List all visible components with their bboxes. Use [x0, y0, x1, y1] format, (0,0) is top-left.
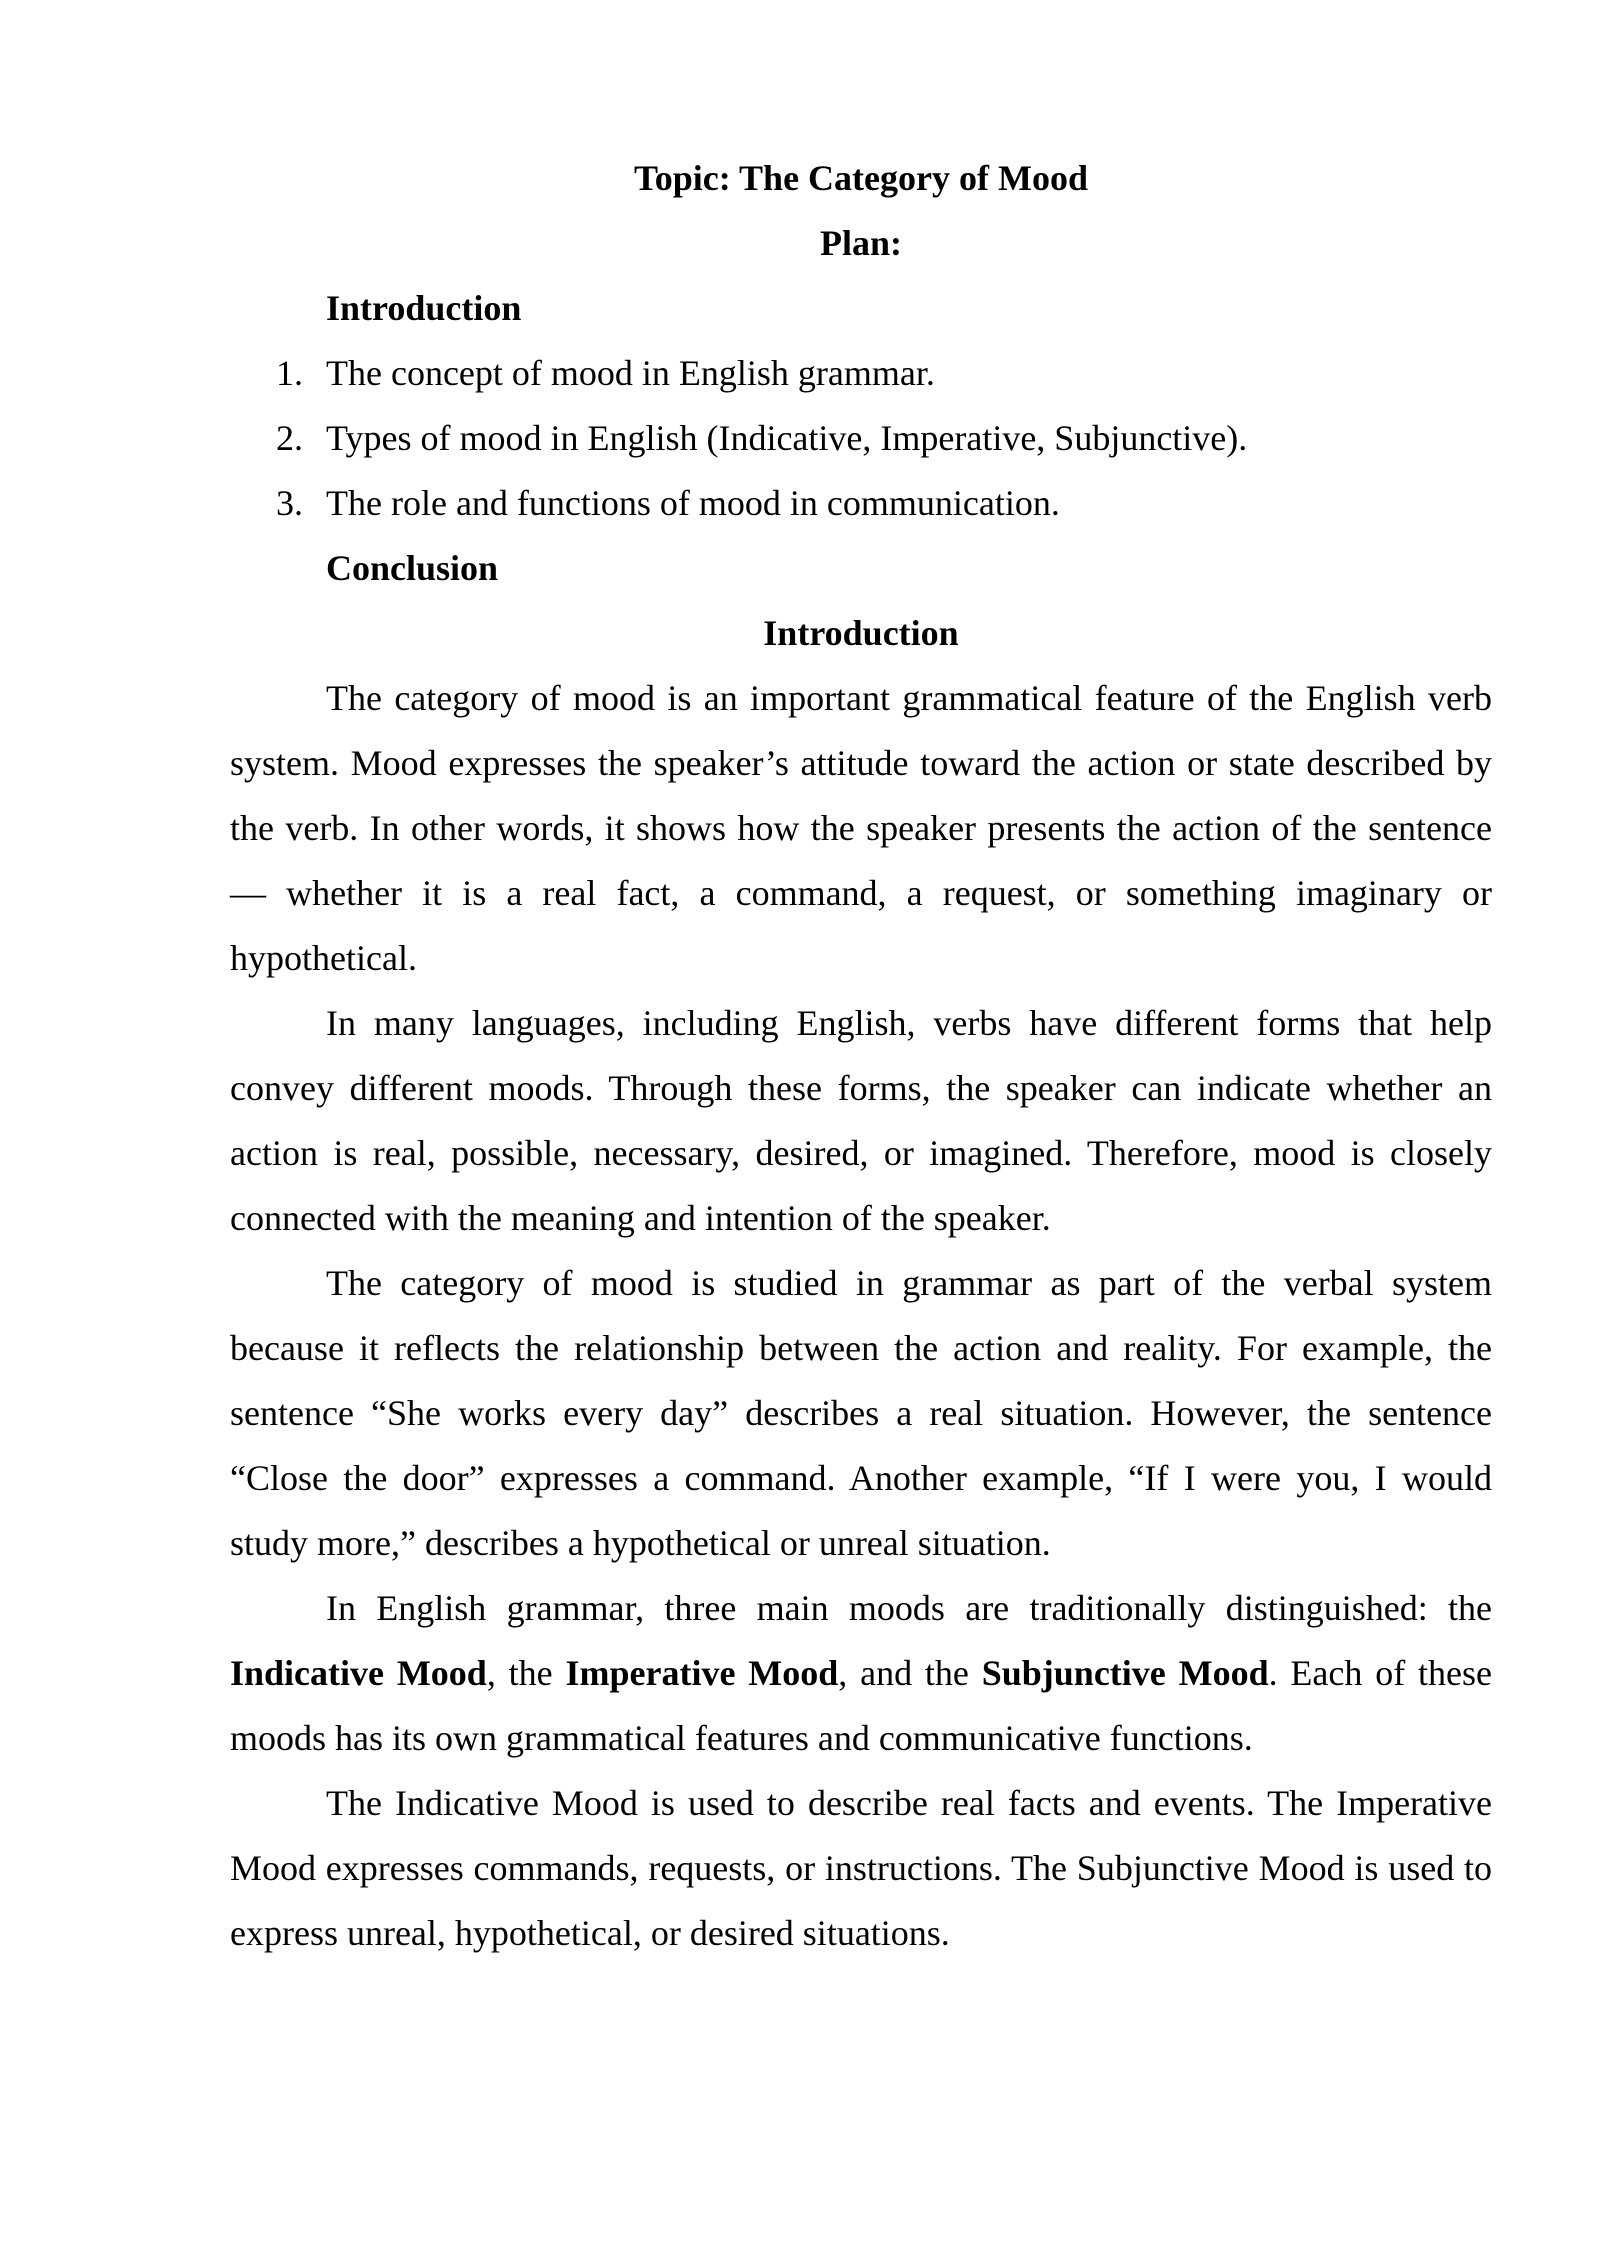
subjunctive-mood-term: Subjunctive Mood: [981, 1653, 1269, 1693]
imperative-mood-term: Imperative Mood: [565, 1653, 839, 1693]
paragraph-5: The Indicative Mood is used to describe real facts and events. The Imperative Mood expresses commands, requests, or instructions. The Subjunctive Mood is used to express unreal, hypothetical, or desired situations.: [230, 1783, 1492, 1953]
plan-conclusion: Conclusion: [326, 548, 499, 588]
plan-item: [230, 341, 1492, 406]
plan-title: Plan:: [819, 223, 902, 263]
topic-title: Topic: The Category of Mood: [634, 158, 1088, 198]
paragraph-3: The category of mood is studied in grammar as part of the verbal system because it reflects the relationship between the action and reality. For example, the sentence “She works every day” describes a real situation. However, the sentence “Close the door” expresses a command. Another example, “If I were you, I would study more,” describes a hypothetical or unreal situation.: [230, 1263, 1492, 1563]
paragraph-4-text: . Each of these moods has its own grammatical features and communicative functions.: [230, 1653, 1492, 1758]
plan-item-number: 2.: [276, 418, 303, 458]
indicative-mood-term: Indicative Mood: [230, 1653, 487, 1693]
plan-item: [230, 471, 1492, 536]
plan-item-text: Types of mood in English (Indicative, Imperative, Subjunctive).: [326, 418, 1248, 458]
plan-introduction: Introduction: [326, 288, 522, 328]
paragraph-4: [230, 1576, 1492, 1771]
plan-item-text: The role and functions of mood in communication.: [326, 483, 1060, 523]
paragraph-4-text: , and the: [838, 1653, 982, 1693]
document-page: [230, 146, 1492, 1966]
plan-item-number: 3.: [276, 483, 303, 523]
paragraph-4-text: In English grammar, three main moods are traditionally distinguished: the: [326, 1588, 1492, 1628]
plan-list: [230, 341, 1492, 536]
paragraph-4-text: , the: [486, 1653, 566, 1693]
plan-item: [230, 406, 1492, 471]
section-heading: Introduction: [763, 613, 959, 653]
paragraph-1: The category of mood is an important grammatical feature of the English verb system. Mood expresses the speaker’s attitude toward the action or state described by the verb. In other words, it shows how the speaker presents the action of the sentence — whether it is a real fact, a command, a request, or something imaginary or hypothetical.: [230, 678, 1492, 978]
paragraph-2: In many languages, including English, verbs have different forms that help convey different moods. Through these forms, the speaker can indicate whether an action is real, possible, necessary, desired, or imagined. Therefore, mood is closely connected with the meaning and intention of the speaker.: [230, 1003, 1492, 1238]
plan-item-text: The concept of mood in English grammar.: [326, 353, 935, 393]
plan-item-number: 1.: [276, 353, 303, 393]
